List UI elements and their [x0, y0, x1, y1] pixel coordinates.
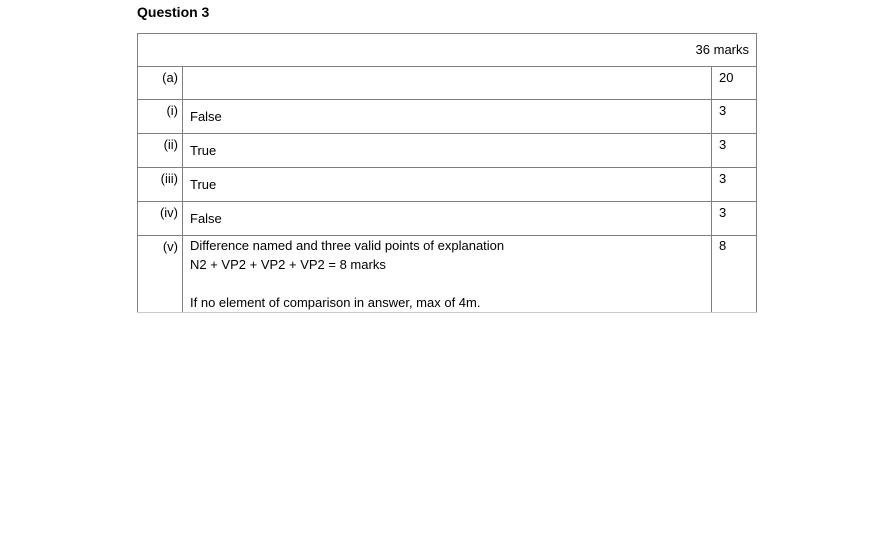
- row-text: True: [190, 143, 217, 158]
- row-text: False: [190, 109, 222, 124]
- row-marks: 20: [719, 70, 734, 85]
- row-label-cell: [138, 134, 183, 168]
- row-marks: 3: [719, 171, 727, 186]
- table-row: [138, 202, 757, 236]
- row-text-cell: [183, 236, 712, 313]
- row-label-cell: [138, 100, 183, 134]
- marking-scheme-table: [137, 33, 757, 313]
- row-text-cell: [183, 67, 712, 100]
- row-label: (ii): [163, 137, 178, 152]
- row-text-line: If no element of comparison in answer, max of 4m.: [190, 295, 481, 310]
- row-marks: 3: [719, 137, 727, 152]
- row-text-cell: [183, 134, 712, 168]
- table-header-row: [138, 34, 757, 67]
- total-marks-cell: [138, 34, 757, 67]
- row-marks-cell: [712, 168, 757, 202]
- table-row: [138, 67, 757, 100]
- row-marks-cell: [712, 134, 757, 168]
- table-row: [138, 236, 757, 313]
- row-marks: 8: [719, 238, 727, 253]
- table-row: [138, 100, 757, 134]
- spacer: [183, 274, 711, 293]
- row-text-cell: [183, 168, 712, 202]
- row-label: (i): [166, 103, 178, 118]
- row-text: False: [190, 211, 222, 226]
- row-label-cell: [138, 168, 183, 202]
- row-marks-cell: [712, 67, 757, 100]
- row-label: (iv): [159, 205, 178, 220]
- row-label: (iii): [160, 171, 178, 186]
- row-label-cell: [138, 236, 183, 313]
- row-text-cell: [183, 202, 712, 236]
- question-heading: Question 3: [137, 4, 210, 20]
- row-text: True: [190, 177, 217, 192]
- row-marks-cell: [712, 236, 757, 313]
- row-marks-cell: [712, 100, 757, 134]
- row-label-cell: [138, 67, 183, 100]
- total-marks: 36 marks: [695, 42, 750, 57]
- table-row: [138, 168, 757, 202]
- row-marks-cell: [712, 202, 757, 236]
- row-marks: 3: [719, 205, 727, 220]
- row-label-cell: [138, 202, 183, 236]
- row-text: [183, 67, 711, 75]
- table-row: [138, 134, 757, 168]
- row-text-line: N2 + VP2 + VP2 + VP2 = 8 marks: [190, 257, 386, 272]
- row-text-line: Difference named and three valid points of explanation: [190, 238, 505, 253]
- row-text-cell: [183, 100, 712, 134]
- row-label: (v): [162, 239, 178, 254]
- row-marks: 3: [719, 103, 727, 118]
- row-label: (a): [162, 70, 178, 85]
